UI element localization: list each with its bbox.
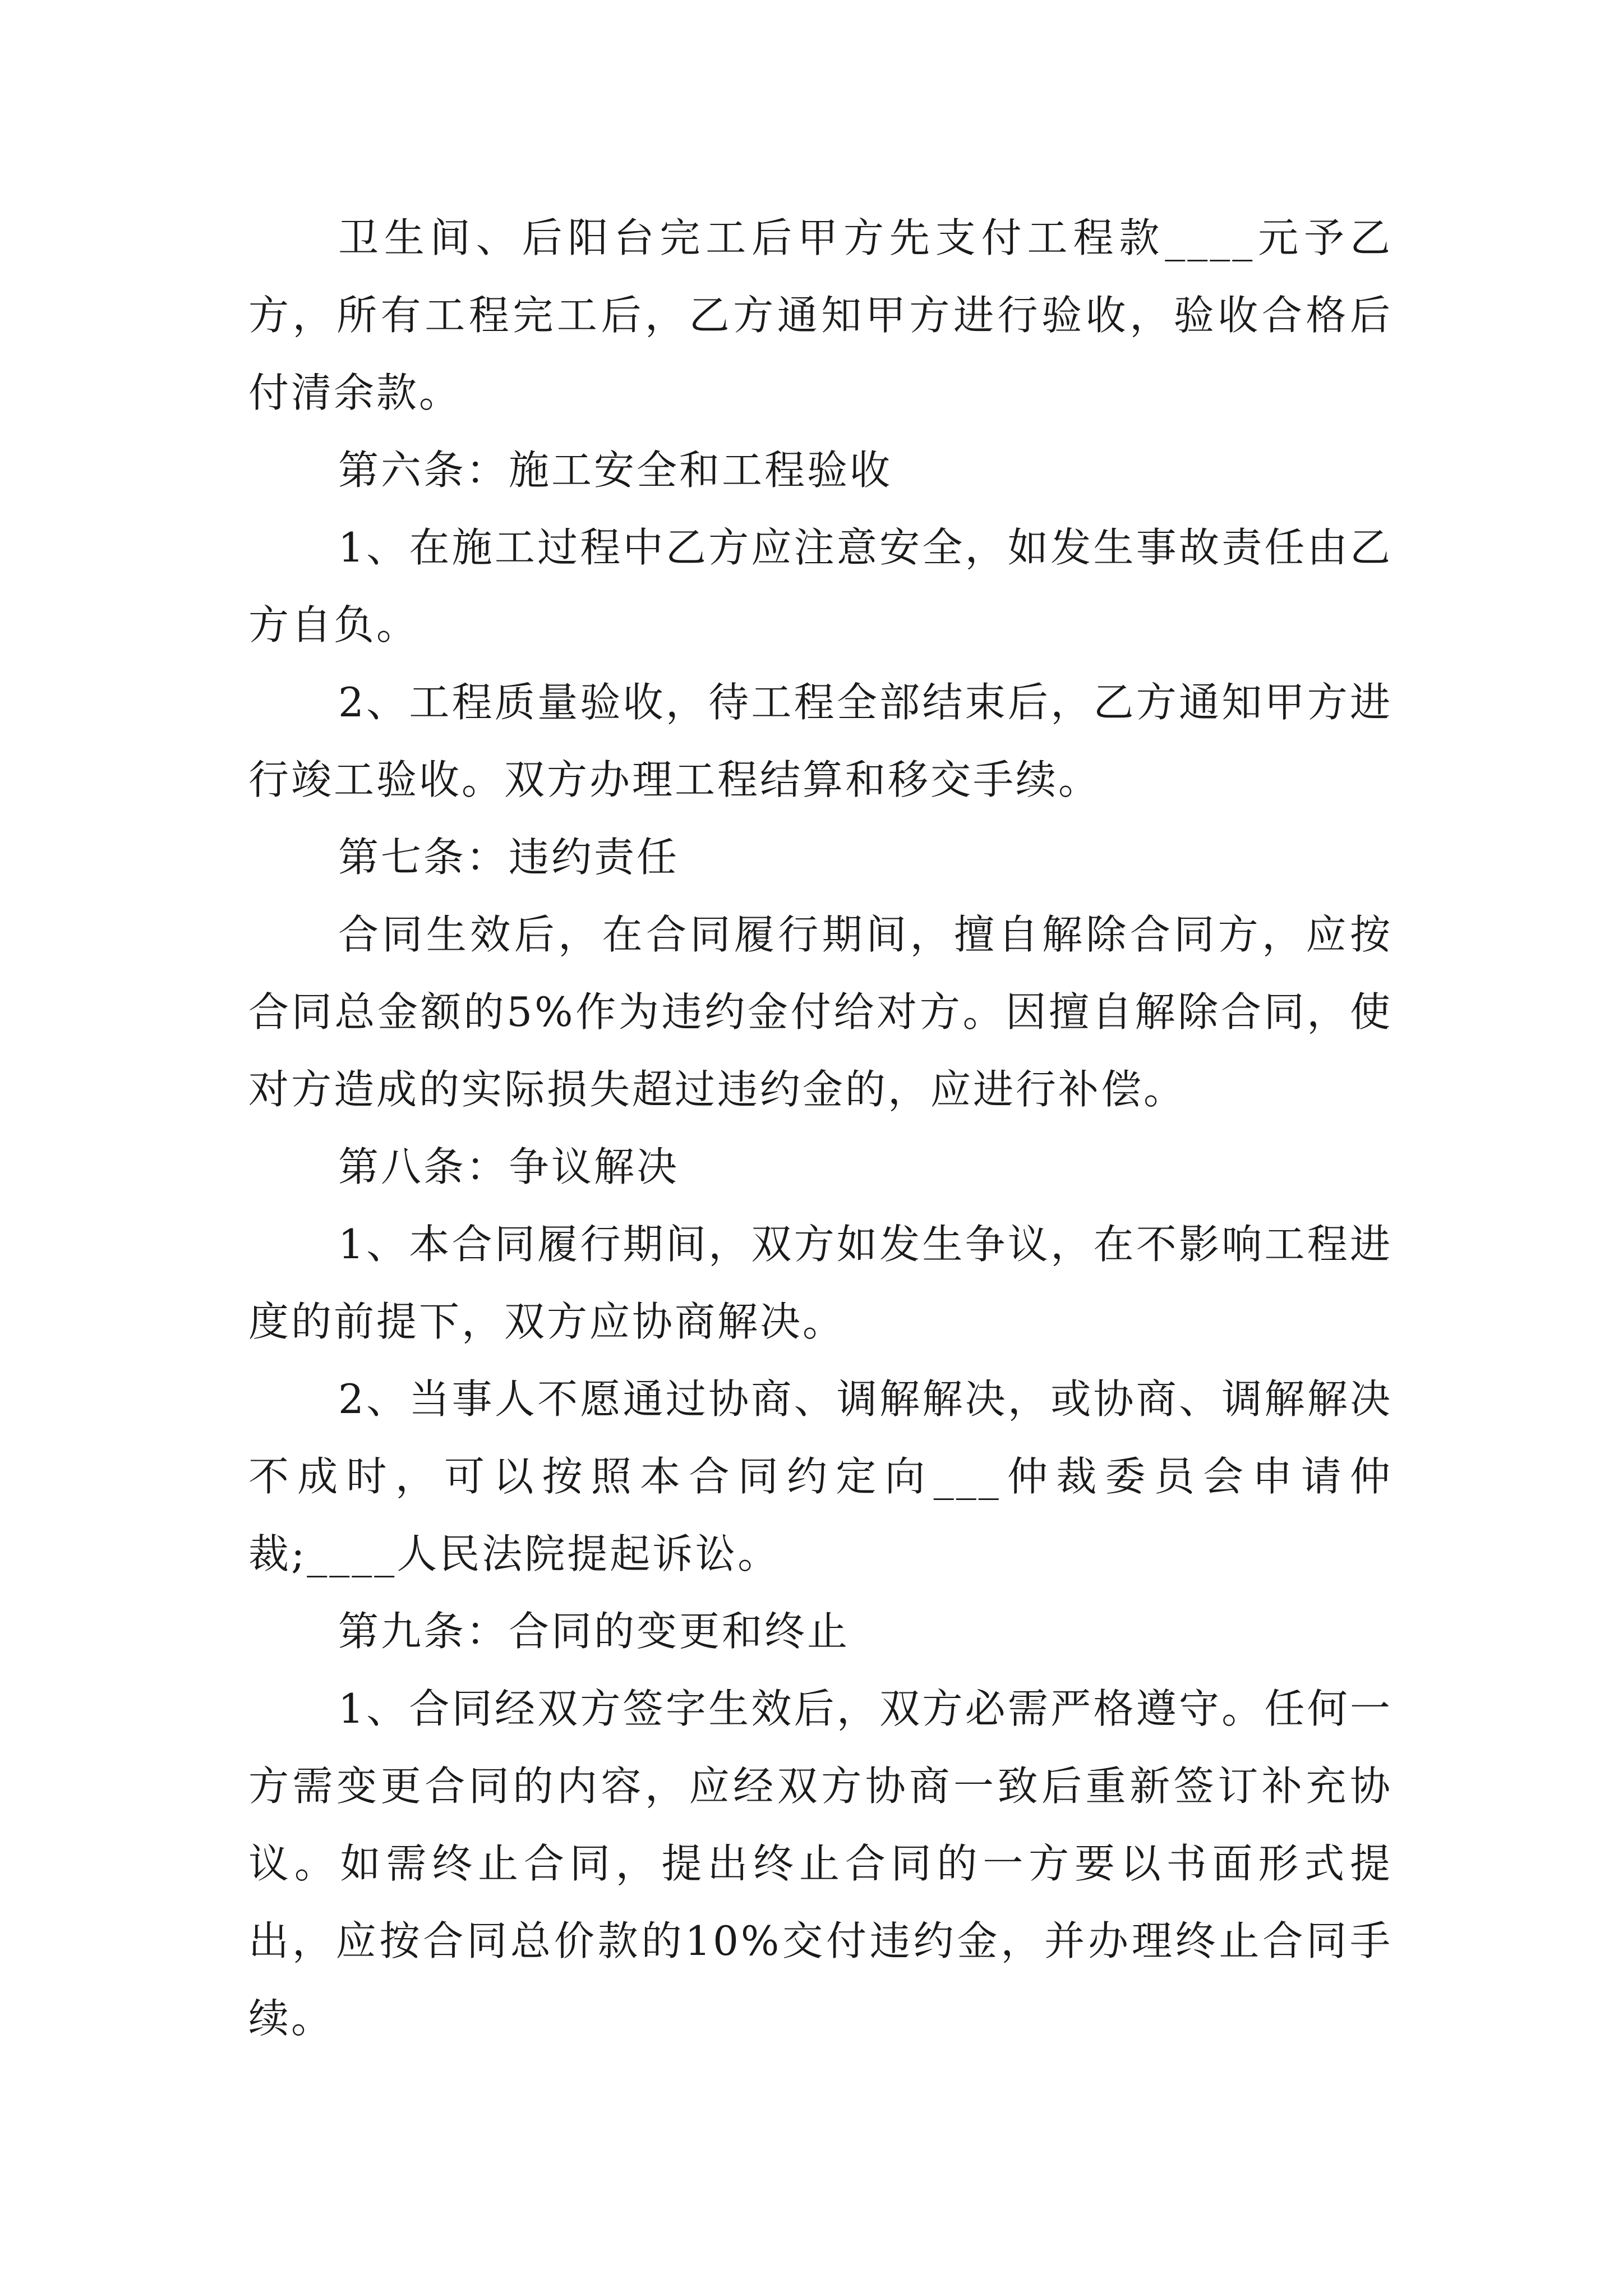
paragraph-article-8-item-2: 2、当事人不愿通过协商、调解解决，或协商、调解解决不成时，可以按照本合同约定向___仲裁委员会申请仲裁;____人民法院提起诉讼。 [248,1375,1393,1577]
paragraph-article-6-item-2: 2、工程质量验收，待工程全部结束后，乙方通知甲方进行竣工验收。双方办理工程结算和移交手续。 [248,679,1393,803]
heading-article-7: 第七条：违约责任 [338,834,680,881]
document-body [248,199,1393,2057]
heading-article-8: 第八条：争议解决 [338,1143,680,1190]
paragraph-article-6-item-1: 1、在施工过程中乙方应注意安全，如发生事故责任由乙方自负。 [248,524,1393,648]
paragraph-article-8-item-1: 1、本合同履行期间，双方如发生争议，在不影响工程进度的前提下，双方应协商解决。 [248,1221,1393,1345]
paragraph-article-9-item-1: 1、合同经双方签字生效后，双方必需严格遵守。任何一方需变更合同的内容，应经双方协商一致后重新签订补充协议。如需终止合同，提出终止合同的一方要以书面形式提出，应按合同总价款的10%交付违约金，并办理终止合同手续。 [248,1685,1393,2042]
paragraph-payment-terms: 卫生间、后阳台完工后甲方先支付工程款____元予乙方，所有工程完工后，乙方通知甲方进行验收，验收合格后付清余款。 [248,214,1393,416]
heading-article-9: 第九条：合同的变更和终止 [338,1608,850,1655]
heading-article-6: 第六条：施工安全和工程验收 [338,447,893,494]
paragraph-article-7: 合同生效后，在合同履行期间，擅自解除合同方，应按合同总金额的5%作为违约金付给对方。因擅自解除合同，使对方造成的实际损失超过违约金的，应进行补偿。 [248,911,1393,1113]
